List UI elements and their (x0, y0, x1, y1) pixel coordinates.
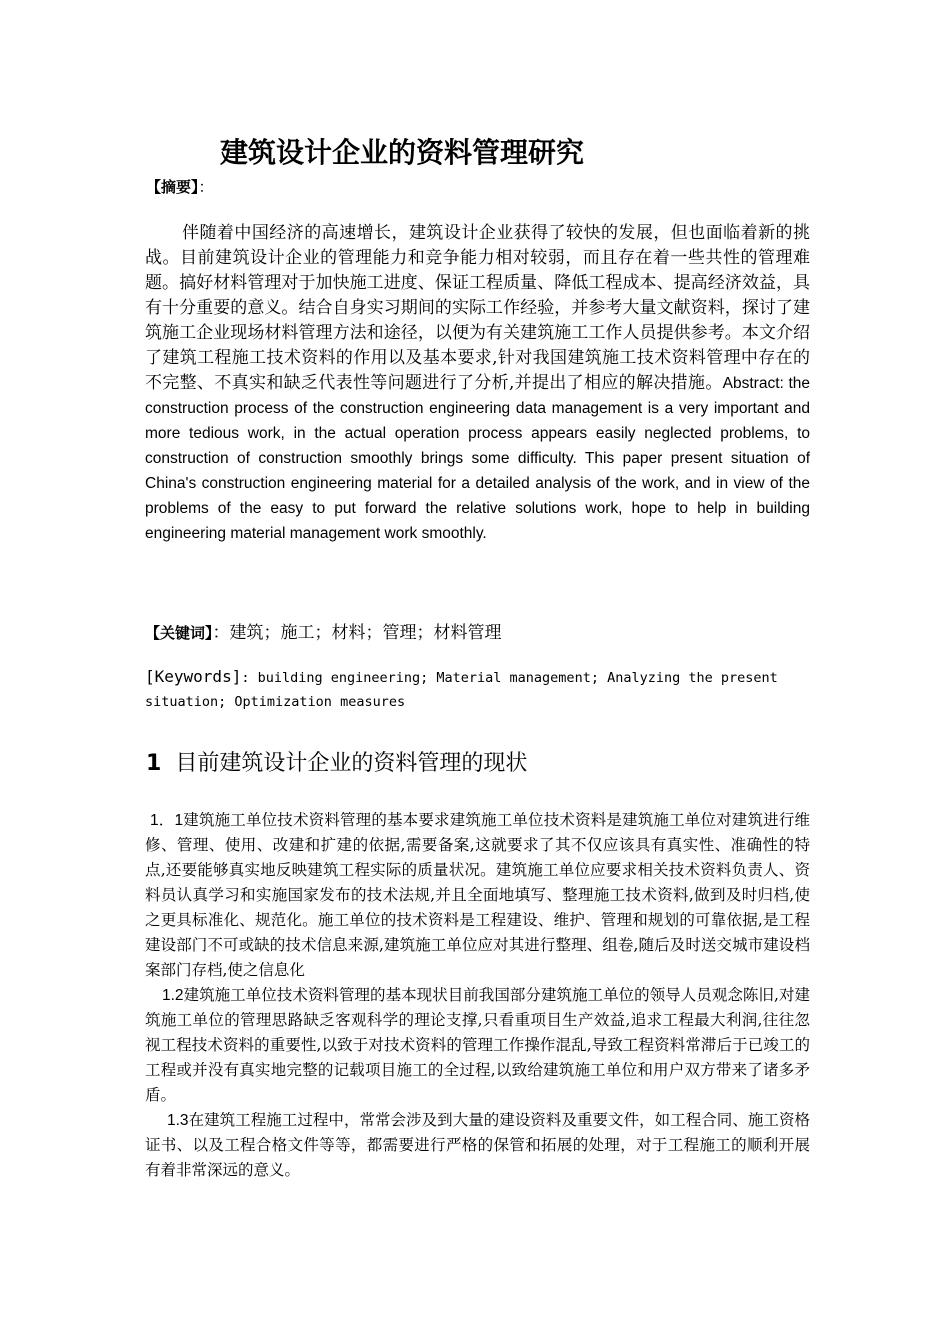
keywords-chinese-label: 【关键词】 (145, 624, 213, 642)
section-paragraph-1-3 (145, 1108, 810, 1183)
abstract-chinese-text: 伴随着中国经济的高速增长，建筑设计企业获得了较快的发展，但也面临着新的挑战。目前建筑设计企业的管理能力和竞争能力相对较弱，而且存在着一些共性的管理难题。搞好材料管理对于加快施工进度、保证工程质量、降低工程成本、提高经济效益，具有十分重要的意义。结合自身实习期间的实际工作经验，并参考大量文献资料，探讨了建筑施工企业现场材料管理方法和途径，以便为有关建筑施工工作人员提供参考。本文介绍了建筑工程施工技术资料的作用以及基本要求,针对我国建筑施工技术资料管理中存在的不完整、不真实和缺乏代表性等问题进行了分析,并提出了相应的解决措施。 (145, 223, 810, 393)
abstract-label (146, 176, 214, 197)
paragraph-1-3-number: 1.3 (167, 1112, 189, 1129)
section-1-body (145, 808, 810, 1183)
paragraph-1-2-text: 建筑施工单位技术资料管理的基本现状目前我国部分建筑施工单位的领导人员观念陈旧,对建筑施工单位的管理思路缺乏客观科学的理论支撑,只看重项目生产效益,追求工程最大利润,往往忽视工程技术资料的重要性,以致于对技术资料的管理工作操作混乱,导致工程资料常滞后于已竣工的工程或并没有真实地完整的记载项目施工的全过程,以致给建筑施工单位和用户双方带来了诸多矛盾。 (145, 986, 810, 1104)
paragraph-1-1-text: 建筑施工单位技术资料管理的基本要求建筑施工单位技术资料是建筑施工单位对建筑进行维修、管理、使用、改建和扩建的依据,需要备案,这就要求了其不仅应该具有真实性、准确性的特点,还要能够真实地反映建筑工程实际的质量状况。建筑施工单位应要求相关技术资料负责人、资料员认真学习和实施国家发布的技术法规,并且全面地填写、整理施工技术资料,做到及时归档,使之更具标准化、规范化。施工单位的技术资料是工程建设、维护、管理和规划的可靠依据,是工程建设部门不可或缺的技术信息来源,建筑施工单位应对其进行整理、组卷,随后及时送交城市建设档案部门存档,使之信息化 (145, 811, 810, 979)
section-paragraph-1-1 (145, 808, 810, 983)
paragraph-1-2-number: 1.2 (162, 987, 184, 1004)
paragraph-1-1-number: 1．1 (150, 812, 184, 829)
keywords-english (145, 665, 825, 714)
section-1-heading (146, 746, 527, 777)
keywords-english-label: [Keywords] (145, 667, 242, 686)
section-paragraph-1-2 (145, 983, 810, 1108)
paragraph-1-3-text: 在建筑工程施工过程中，常常会涉及到大量的建设资料及重要文件，如工程合同、施工资格证书、以及工程合格文件等等，都需要进行严格的保管和拓展的处理，对于工程施工的顺利开展有着非常深远的意义。 (145, 1111, 810, 1179)
abstract-label-text: 【摘要】 (146, 178, 199, 196)
keywords-chinese (145, 618, 502, 643)
section-1-number: 1 (146, 751, 162, 776)
document-title: 建筑设计企业的资料管理研究 (220, 136, 585, 169)
section-1-title: 目前建筑设计企业的资料管理的现状 (175, 751, 528, 776)
abstract-label-colon: ： (198, 178, 214, 196)
keywords-english-text: : building engineering; Material management; Analyzing the present situation; Optimization measures (145, 670, 778, 710)
abstract-paragraph (145, 221, 810, 546)
abstract-english-text: Abstract: the construction process of the construction engineering data management is a very important and more tedious work, in the actual operation process appears easily neglected problems, to construction of construction smoothly brings some difficulty. This paper present situation of China's construction engineering material for a detailed analysis of the work, and in view of the problems of the easy to put forward the relative solutions work, hope to help in building engineering material management work smoothly. (145, 375, 811, 542)
keywords-chinese-text: ：建筑；施工；材料；管理；材料管理 (212, 623, 502, 643)
